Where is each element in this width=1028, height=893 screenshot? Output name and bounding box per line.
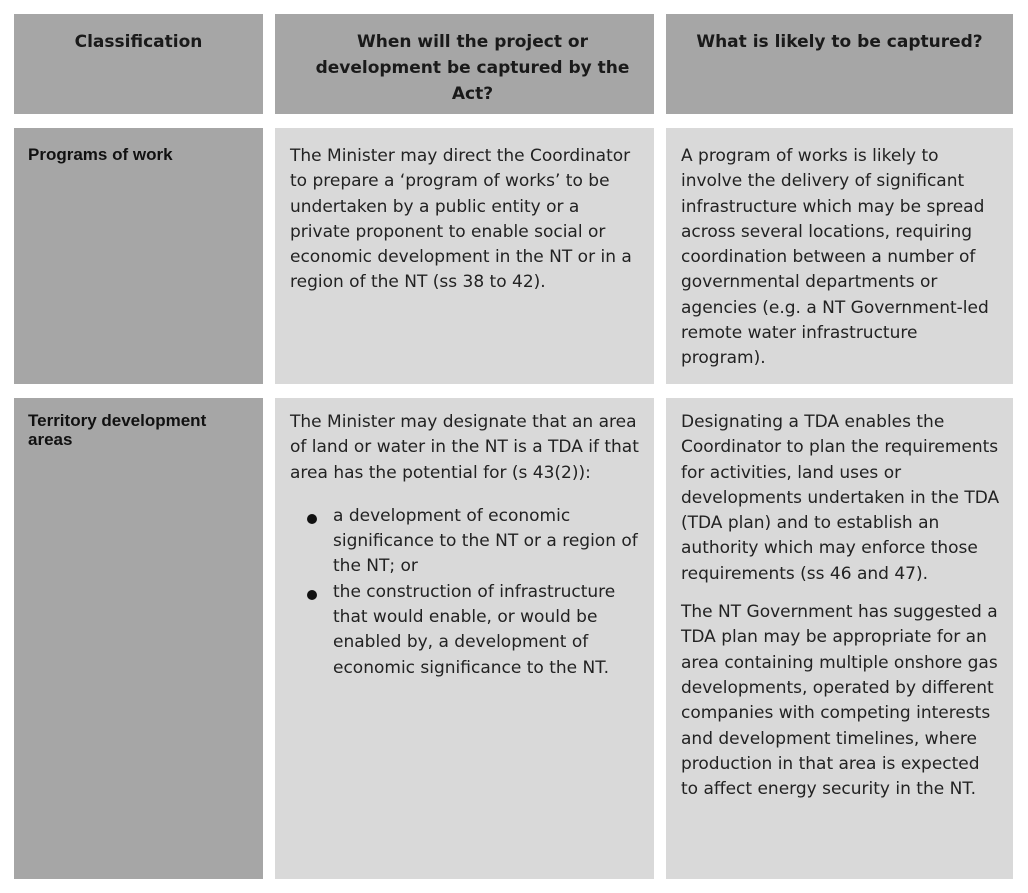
header-when — [275, 14, 654, 114]
row-what-territory-development-areas — [666, 398, 1013, 879]
header-what — [666, 14, 1013, 114]
what-text: A program of works is likely to involve the delivery of significant infrastructure which may be spread across several locations, requiring coordination between a number of governmental departments or agencies (e.g. a NT Government-led remote water infrastructure program). — [681, 146, 989, 369]
row-when-programs-of-work — [275, 128, 654, 384]
classification-label: Territory development areas — [28, 411, 207, 449]
when-text: The Minister may direct the Coordinator to prepare a ‘program of works’ to be undertaken by a public entity or a private proponent to enable social or economic development in the NT or in a region of the NT (ss 38 to 42). — [290, 146, 632, 293]
when-intro-text: The Minister may designate that an area of land or water in the NT is a TDA if that area has the potential for (s 43(2)): — [290, 412, 639, 483]
what-paragraph-2: The NT Government has suggested a TDA plan may be appropriate for an area containing multiple onshore gas developments, operated by different companies with competing interests and development timelines, where production in that area is expected to affect energy security in the NT. — [681, 602, 998, 800]
header-classification — [14, 14, 263, 114]
header-classification-label: Classification — [74, 32, 203, 52]
bullet-item: a development of economic significance to the NT or a region of the NT; or — [333, 504, 642, 580]
when-bullet-list — [290, 504, 642, 681]
header-when-label: When will the project or development be captured by the Act? — [315, 32, 630, 104]
what-paragraph-1: Designating a TDA enables the Coordinator to plan the requirements for activities, land uses or developments undertaken in the TDA (TDA plan) and to establish an authority which may enforce those requirements (ss 46 and 47). — [681, 412, 1000, 584]
header-what-label: What is likely to be captured? — [696, 32, 983, 52]
row-classification-programs-of-work — [14, 128, 263, 384]
classification-label: Programs of work — [28, 145, 173, 164]
bullet-item: the construction of infrastructure that would enable, or would be enabled by, a development of economic significance to the NT. — [333, 580, 642, 681]
row-classification-territory-development-areas — [14, 398, 263, 879]
row-when-territory-development-areas — [275, 398, 654, 879]
row-what-programs-of-work — [666, 128, 1013, 384]
